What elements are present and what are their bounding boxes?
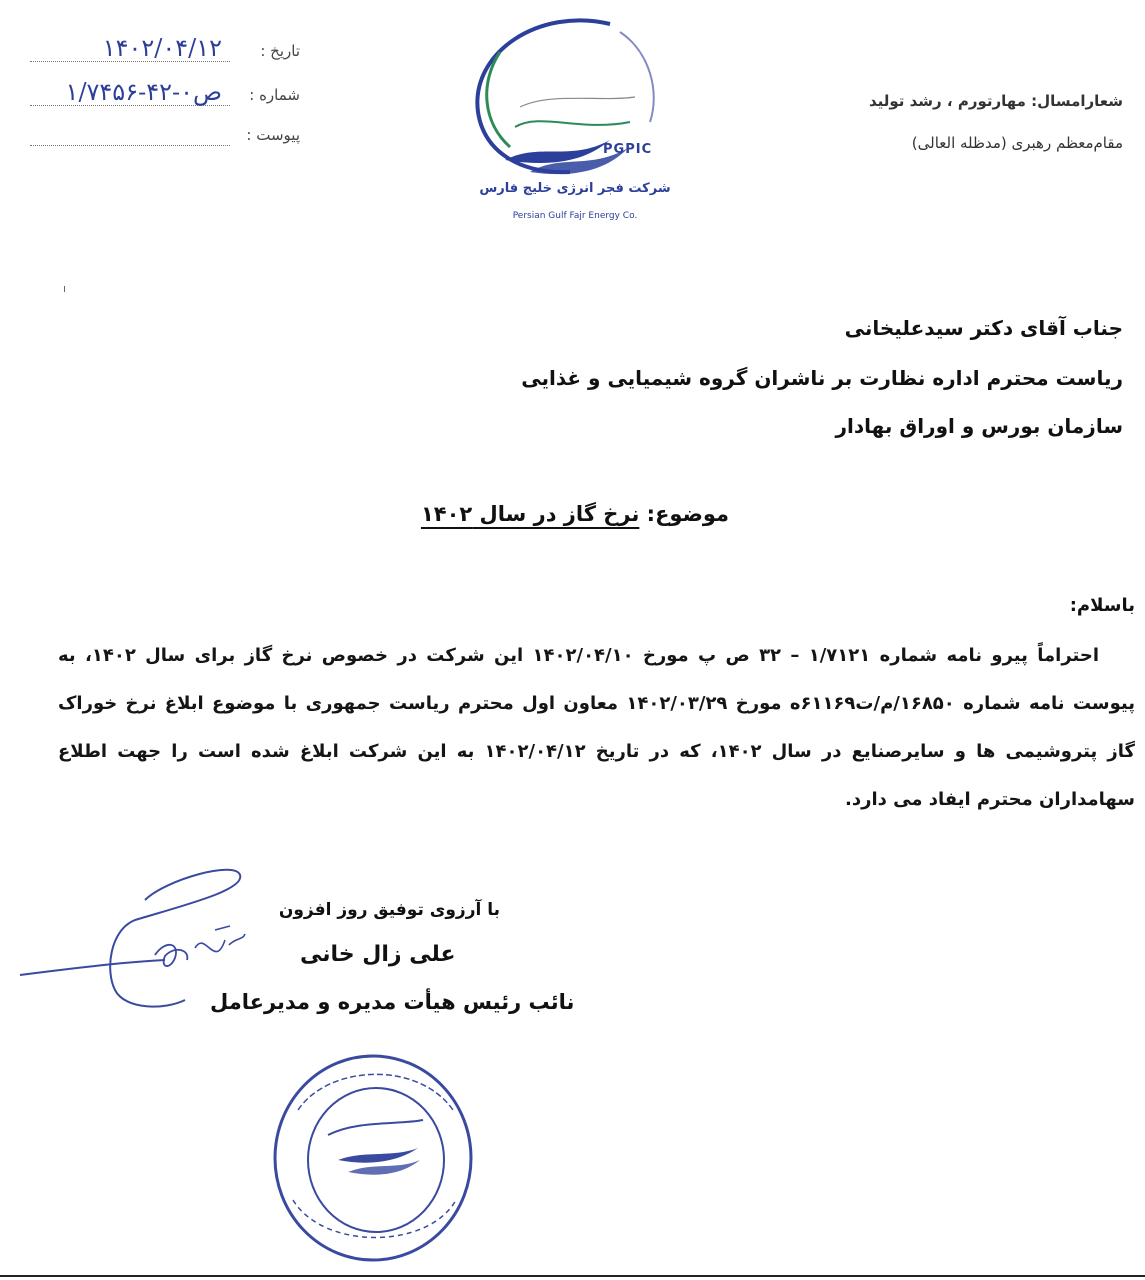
date-value: ۱۴۰۲/۰۴/۱۲ [102,34,222,62]
subject-label: موضوع: [646,502,730,526]
number-label: شماره : [249,86,300,104]
date-label: تاریخ : [260,42,300,60]
addressee-organization: سازمان بورس و اوراق بهادار [835,414,1123,438]
attachment-dotted-line [30,145,230,146]
number-field [10,78,300,112]
logo-company-name-fa: شرکت فجر انرژی خلیج فارس [479,181,671,196]
greeting: باسلام: [1069,595,1135,616]
logo-abbreviation: PGPIC [603,142,653,157]
letter-body: احتراماً پیرو نامه شماره ۱/۷۱۲۱ – ۳۲ ص پ مورخ ۱۴۰۲/۰۴/۱۰ این شرکت در خصوص نرخ گاز برای سال ۱۴۰۲، به پیوست نامه شماره ۱۶۸۵۰/م/ت۶۱۱۶۹ه مورخ ۱۴۰۲/۰۳/۲۹ معاون اول محترم ریاست جمهوری با موضوع ابلاغ نرخ خوراک گاز پتروشیمی ها و سایرصنایع در سال ۱۴۰۲، که در تاریخ ۱۴۰۲/۰۴/۱۲ به این شرکت ابلاغ شده است را جهت اطلاع سهامداران محترم ایفاد می دارد. [58,645,1136,810]
logo-company-name-en: Persian Gulf Fajr Energy Co. [512,211,638,221]
subject-line [380,502,770,526]
slogan-line-1: شعارامسال: مهارتورم ، رشد تولید [868,92,1123,110]
company-logo-icon [460,12,690,232]
attachment-label: پیوست : [246,126,300,144]
addressee-name: جناب آقای دکتر سیدعلیخانی [844,316,1123,340]
number-value: ۱/۷۴۵۶-۴۲-۰ص [65,78,222,106]
addressee-position: ریاست محترم اداره نظارت بر ناشران گروه شیمیایی و غذایی [521,366,1123,390]
slogan-line-2: مقام‌معظم رهبری (مدظله العالی) [911,134,1123,152]
subject-text: نرخ گاز در سال ۱۴۰۲ [420,502,640,526]
signer-title: نائب رئیس هیأت مدیره و مدیرعامل [210,990,575,1014]
page-bottom-border [0,1275,1145,1277]
company-stamp-icon [268,1050,478,1265]
date-field [10,34,300,68]
attachment-field [10,122,300,152]
closing-wish: با آرزوی توفیق روز افزون [278,900,500,920]
margin-mark [64,286,65,292]
signature-icon [15,860,255,1030]
signer-name: علی زال خانی [300,942,456,967]
